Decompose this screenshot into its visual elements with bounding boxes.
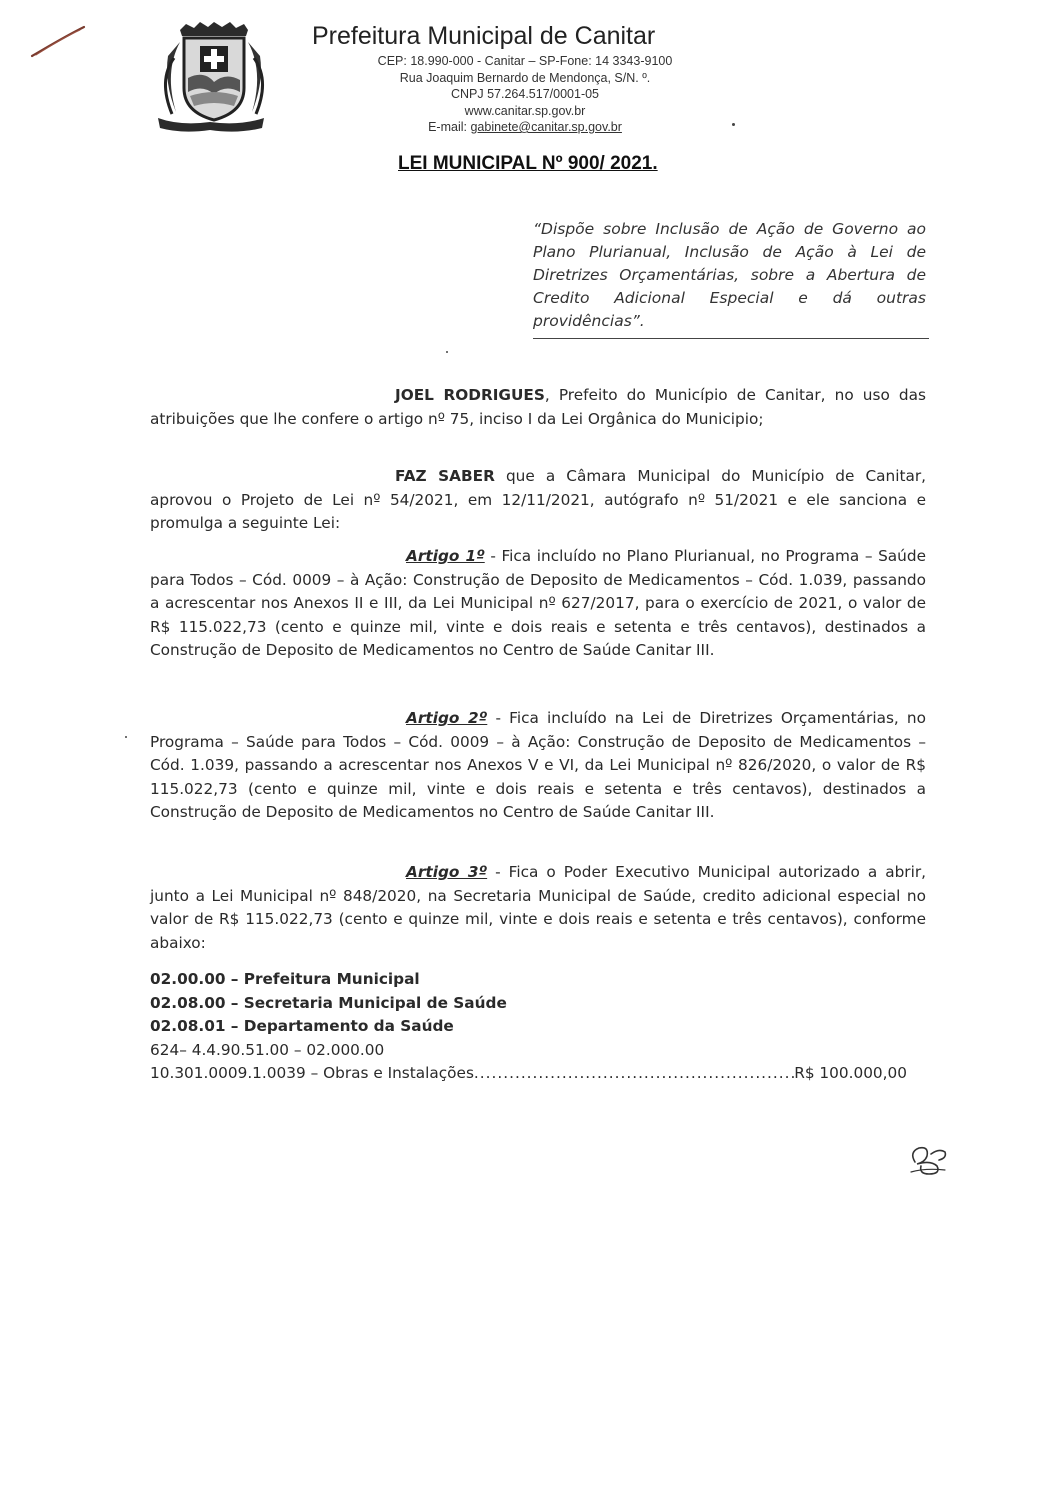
budget-item-line <box>150 1062 907 1086</box>
letterhead-address: Rua Joaquim Bernardo de Mendonça, S/N. º. <box>399 70 651 85</box>
article-2 <box>150 707 926 825</box>
faz-saber-text: que a Câmara Municipal do Município de Canitar, aprovou o Projeto de Lei nº 54/2021, em 12/11/2021, autógrafo nº 51/2021 e ele sanciona e promulga a seguinte Lei: <box>150 467 926 532</box>
budget-item-label: 10.301.0009.1.0039 – Obras e Instalações <box>150 1064 474 1082</box>
scan-speck <box>732 123 735 126</box>
ementa-line: providências”. <box>533 312 645 330</box>
preamble-paragraph <box>150 384 926 431</box>
budget-unit: 02.08.00 – Secretaria Municipal de Saúde <box>150 993 507 1012</box>
ementa-line: Credito Adicional Especial e dá outras <box>533 289 926 307</box>
law-title: LEI MUNICIPAL Nº 900/ 2021. <box>398 153 658 174</box>
letterhead-cep: CEP: 18.990-000 - Canitar – SP-Fone: 14 3343-9100 <box>377 54 673 68</box>
email-label: E-mail: <box>428 120 467 134</box>
pen-stroke-mark <box>28 24 88 60</box>
letterhead-email <box>310 119 740 136</box>
ementa-rule <box>533 338 929 339</box>
article-text: - Fica incluído na Lei de Diretrizes Orçamentárias, no Programa – Saúde para Todos – Cód. 0009 – à Ação: Construção de Deposito de Medicamentos – Cód. 1.039, passando a acrescentar nos Anexos V e VI, da Lei Municipal nº 826/2020, o valor de R$ 115.022,73 (cento e quinze mil, vinte e dois reais e setenta e três centavos), destinados a Construção de Deposito de Medicamentos no Centro de Saúde Canitar III. <box>150 709 926 821</box>
letterhead-contact <box>310 53 740 136</box>
article-3 <box>150 861 926 955</box>
faz-saber-label: FAZ SABER <box>395 467 495 485</box>
budget-unit: 02.00.00 – Prefeitura Municipal <box>150 970 420 988</box>
article-label: Artigo 3º <box>406 863 488 881</box>
municipality-name: Prefeitura Municipal de Canitar <box>312 22 656 50</box>
preamble-text: , Prefeito do Município de Canitar, no uso das atribuições que lhe confere o artigo nº 75, inciso I da Lei Orgânica do Municipio; <box>150 386 926 428</box>
scan-speck <box>125 736 127 738</box>
budget-unit: 02.08.01 – Departamento da Saúde <box>150 1017 454 1035</box>
budget-allocation <box>150 968 926 1086</box>
faz-saber-paragraph <box>150 465 926 536</box>
email-link[interactable]: gabinete@canitar.sp.gov.br <box>470 120 622 134</box>
mayor-name: JOEL RODRIGUES <box>395 386 545 404</box>
ementa <box>533 218 926 333</box>
article-1 <box>150 545 926 663</box>
dot-leader <box>474 1062 794 1086</box>
article-text: - Fica o Poder Executivo Municipal autorizado a abrir, junto a Lei Municipal nº 848/2020, na Secretaria Municipal de Saúde, credito adicional especial no valor de R$ 115.022,73 (cento e quinze mil, vinte e dois reais e setenta e três centavos), conforme abaixo: <box>150 863 926 952</box>
article-label: Artigo 2º <box>406 709 488 727</box>
scan-speck <box>446 351 448 353</box>
coat-of-arms-icon <box>150 22 272 134</box>
budget-code: 624– 4.4.90.51.00 – 02.000.00 <box>150 1040 385 1059</box>
ementa-line: “Dispõe sobre Inclusão de Ação de Governo ao <box>533 220 926 238</box>
article-label: Artigo 1º <box>406 547 485 565</box>
ementa-line: Diretrizes Orçamentárias, sobre a Abertura de <box>533 266 926 284</box>
handwritten-initials-icon <box>905 1142 951 1178</box>
letterhead-website: www.canitar.sp.gov.br <box>464 103 586 118</box>
budget-item-value: R$ 100.000,00 <box>794 1064 907 1082</box>
ementa-line: Plano Plurianual, Inclusão de Ação à Lei de <box>533 243 926 261</box>
article-text: - Fica incluído no Plano Plurianual, no Programa – Saúde para Todos – Cód. 0009 – à Ação: Construção de Deposito de Medicamentos – Cód. 1.039, passando a acrescentar nos Anexos II e III, da Lei Municipal nº 627/2017, para o exercício de 2021, o valor de R$ 115.022,73 (cento e quinze mil, vinte e dois reais e setenta e três centavos), destinados a Construção de Deposito de Medicamentos no Centro de Saúde Canitar III. <box>150 547 926 659</box>
letterhead-cnpj: CNPJ 57.264.517/0001-05 <box>450 87 600 101</box>
